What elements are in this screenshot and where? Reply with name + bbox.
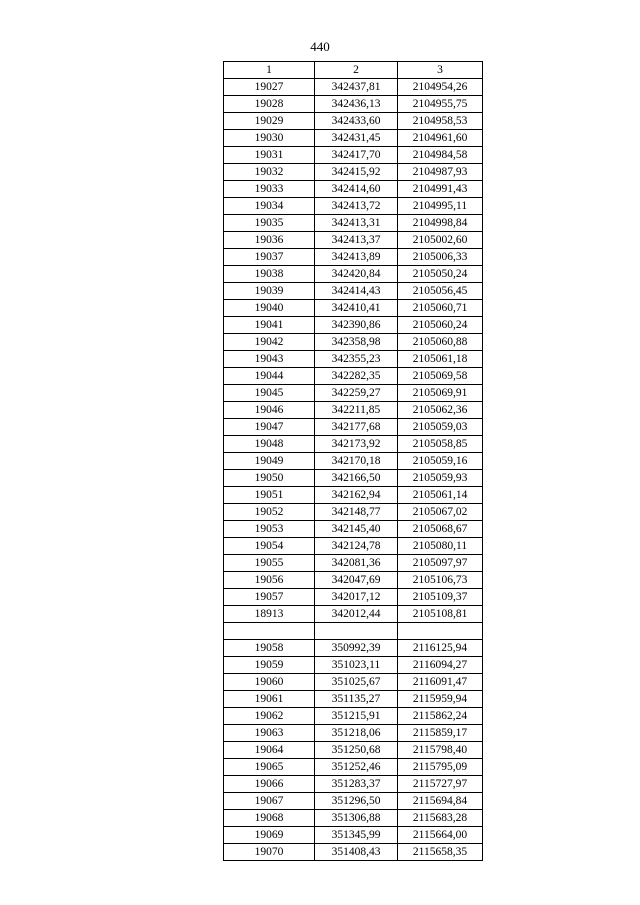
table-body <box>224 79 483 861</box>
y-coordinate-cell: 2105106,73 <box>398 572 483 589</box>
y-coordinate-cell: 2104995,11 <box>398 198 483 215</box>
y-coordinate-cell: 2105059,93 <box>398 470 483 487</box>
x-coordinate-cell: 342259,27 <box>315 385 398 402</box>
x-coordinate-cell: 342047,69 <box>315 572 398 589</box>
x-coordinate-cell: 351215,91 <box>315 708 398 725</box>
x-coordinate-cell: 342173,92 <box>315 436 398 453</box>
point-number-cell: 19062 <box>224 708 315 725</box>
point-number-cell: 19056 <box>224 572 315 589</box>
y-coordinate-cell <box>398 623 483 640</box>
header-row <box>224 62 483 79</box>
table-row <box>224 130 483 147</box>
y-coordinate-cell: 2115798,40 <box>398 742 483 759</box>
table-row <box>224 674 483 691</box>
table-row <box>224 810 483 827</box>
table-row <box>224 725 483 742</box>
y-coordinate-cell: 2105060,71 <box>398 300 483 317</box>
x-coordinate-cell: 351283,37 <box>315 776 398 793</box>
table-row <box>224 470 483 487</box>
y-coordinate-cell: 2105058,85 <box>398 436 483 453</box>
table-row <box>224 742 483 759</box>
x-coordinate-cell: 342282,35 <box>315 368 398 385</box>
table-header <box>224 62 483 79</box>
table-row <box>224 181 483 198</box>
point-number-cell: 19030 <box>224 130 315 147</box>
x-coordinate-cell: 351250,68 <box>315 742 398 759</box>
table-row <box>224 623 483 640</box>
point-number-cell: 19064 <box>224 742 315 759</box>
table-row <box>224 113 483 130</box>
y-coordinate-cell: 2105067,02 <box>398 504 483 521</box>
y-coordinate-cell: 2105056,45 <box>398 283 483 300</box>
point-number-cell: 19041 <box>224 317 315 334</box>
point-number-cell: 19058 <box>224 640 315 657</box>
point-number-cell: 19027 <box>224 79 315 96</box>
point-number-cell: 19043 <box>224 351 315 368</box>
table-row <box>224 504 483 521</box>
y-coordinate-cell: 2105061,14 <box>398 487 483 504</box>
y-coordinate-cell: 2105061,18 <box>398 351 483 368</box>
y-coordinate-cell: 2104955,75 <box>398 96 483 113</box>
table-row <box>224 198 483 215</box>
point-number-cell: 19061 <box>224 691 315 708</box>
x-coordinate-cell: 351345,99 <box>315 827 398 844</box>
x-coordinate-cell: 342017,12 <box>315 589 398 606</box>
y-coordinate-cell: 2116094,27 <box>398 657 483 674</box>
column-header-2: 2 <box>315 62 398 79</box>
table-row <box>224 606 483 623</box>
x-coordinate-cell: 351025,67 <box>315 674 398 691</box>
page-number: 440 <box>310 39 330 54</box>
point-number-cell: 19029 <box>224 113 315 130</box>
point-number-cell: 19059 <box>224 657 315 674</box>
x-coordinate-cell: 342417,70 <box>315 147 398 164</box>
point-number-cell: 19034 <box>224 198 315 215</box>
table-row <box>224 640 483 657</box>
x-coordinate-cell: 351135,27 <box>315 691 398 708</box>
point-number-cell: 19053 <box>224 521 315 538</box>
x-coordinate-cell: 350992,39 <box>315 640 398 657</box>
point-number-cell: 19070 <box>224 844 315 861</box>
x-coordinate-cell: 342414,60 <box>315 181 398 198</box>
table-row <box>224 164 483 181</box>
x-coordinate-cell: 342413,89 <box>315 249 398 266</box>
point-number-cell: 19050 <box>224 470 315 487</box>
x-coordinate-cell: 342413,37 <box>315 232 398 249</box>
column-header-3: 3 <box>398 62 483 79</box>
point-number-cell: 19049 <box>224 453 315 470</box>
table-row <box>224 266 483 283</box>
table-row <box>224 555 483 572</box>
table-row <box>224 572 483 589</box>
x-coordinate-cell: 351296,50 <box>315 793 398 810</box>
y-coordinate-cell: 2104991,43 <box>398 181 483 198</box>
point-number-cell: 19032 <box>224 164 315 181</box>
x-coordinate-cell: 342177,68 <box>315 419 398 436</box>
x-coordinate-cell: 342166,50 <box>315 470 398 487</box>
x-coordinate-cell: 342145,40 <box>315 521 398 538</box>
table-row <box>224 368 483 385</box>
table-row <box>224 249 483 266</box>
table-row <box>224 487 483 504</box>
x-coordinate-cell: 342410,41 <box>315 300 398 317</box>
x-coordinate-cell: 351306,88 <box>315 810 398 827</box>
x-coordinate-cell: 342012,44 <box>315 606 398 623</box>
y-coordinate-cell: 2104954,26 <box>398 79 483 96</box>
x-coordinate-cell: 342433,60 <box>315 113 398 130</box>
x-coordinate-cell: 342414,43 <box>315 283 398 300</box>
table-row <box>224 79 483 96</box>
y-coordinate-cell: 2105068,67 <box>398 521 483 538</box>
point-number-cell: 19038 <box>224 266 315 283</box>
table-row <box>224 232 483 249</box>
y-coordinate-cell: 2105108,81 <box>398 606 483 623</box>
table-row <box>224 215 483 232</box>
y-coordinate-cell: 2105059,16 <box>398 453 483 470</box>
x-coordinate-cell: 351252,46 <box>315 759 398 776</box>
table-row <box>224 334 483 351</box>
y-coordinate-cell: 2115862,24 <box>398 708 483 725</box>
table-row <box>224 827 483 844</box>
table-row <box>224 521 483 538</box>
x-coordinate-cell: 342358,98 <box>315 334 398 351</box>
point-number-cell: 19044 <box>224 368 315 385</box>
column-header-1: 1 <box>224 62 315 79</box>
point-number-cell: 19048 <box>224 436 315 453</box>
y-coordinate-cell: 2105060,88 <box>398 334 483 351</box>
point-number-cell: 19063 <box>224 725 315 742</box>
y-coordinate-cell: 2116125,94 <box>398 640 483 657</box>
x-coordinate-cell: 342436,13 <box>315 96 398 113</box>
x-coordinate-cell: 342390,86 <box>315 317 398 334</box>
table-row <box>224 351 483 368</box>
table-row <box>224 538 483 555</box>
x-coordinate-cell: 342211,85 <box>315 402 398 419</box>
y-coordinate-cell: 2115694,84 <box>398 793 483 810</box>
x-coordinate-cell: 342170,18 <box>315 453 398 470</box>
point-number-cell: 19069 <box>224 827 315 844</box>
x-coordinate-cell <box>315 623 398 640</box>
table-row <box>224 793 483 810</box>
y-coordinate-cell: 2104998,84 <box>398 215 483 232</box>
point-number-cell: 19057 <box>224 589 315 606</box>
y-coordinate-cell: 2115795,09 <box>398 759 483 776</box>
table-row <box>224 776 483 793</box>
y-coordinate-cell: 2105002,60 <box>398 232 483 249</box>
table-row <box>224 402 483 419</box>
x-coordinate-cell: 342431,45 <box>315 130 398 147</box>
point-number-cell: 19051 <box>224 487 315 504</box>
point-number-cell: 19047 <box>224 419 315 436</box>
table-row <box>224 759 483 776</box>
x-coordinate-cell: 351023,11 <box>315 657 398 674</box>
coordinates-table <box>223 61 483 861</box>
point-number-cell: 19039 <box>224 283 315 300</box>
x-coordinate-cell: 351408,43 <box>315 844 398 861</box>
table-row <box>224 436 483 453</box>
y-coordinate-cell: 2115859,17 <box>398 725 483 742</box>
y-coordinate-cell: 2105069,58 <box>398 368 483 385</box>
y-coordinate-cell: 2104958,53 <box>398 113 483 130</box>
x-coordinate-cell: 342355,23 <box>315 351 398 368</box>
table-row <box>224 708 483 725</box>
point-number-cell: 19033 <box>224 181 315 198</box>
x-coordinate-cell: 342081,36 <box>315 555 398 572</box>
point-number-cell: 19055 <box>224 555 315 572</box>
table-row <box>224 385 483 402</box>
y-coordinate-cell: 2116091,47 <box>398 674 483 691</box>
point-number-cell: 19036 <box>224 232 315 249</box>
y-coordinate-cell: 2105097,97 <box>398 555 483 572</box>
x-coordinate-cell: 342162,94 <box>315 487 398 504</box>
table-row <box>224 147 483 164</box>
table-row <box>224 96 483 113</box>
point-number-cell: 19042 <box>224 334 315 351</box>
table-row <box>224 657 483 674</box>
point-number-cell <box>224 623 315 640</box>
table-row <box>224 317 483 334</box>
y-coordinate-cell: 2115664,00 <box>398 827 483 844</box>
y-coordinate-cell: 2105006,33 <box>398 249 483 266</box>
x-coordinate-cell: 342124,78 <box>315 538 398 555</box>
y-coordinate-cell: 2105069,91 <box>398 385 483 402</box>
point-number-cell: 19046 <box>224 402 315 419</box>
x-coordinate-cell: 342413,31 <box>315 215 398 232</box>
x-coordinate-cell: 342413,72 <box>315 198 398 215</box>
x-coordinate-cell: 342415,92 <box>315 164 398 181</box>
x-coordinate-cell: 351218,06 <box>315 725 398 742</box>
table-row <box>224 453 483 470</box>
point-number-cell: 19068 <box>224 810 315 827</box>
y-coordinate-cell: 2104984,58 <box>398 147 483 164</box>
table-row <box>224 300 483 317</box>
table-row <box>224 589 483 606</box>
y-coordinate-cell: 2115683,28 <box>398 810 483 827</box>
y-coordinate-cell: 2115727,97 <box>398 776 483 793</box>
y-coordinate-cell: 2104987,93 <box>398 164 483 181</box>
point-number-cell: 19052 <box>224 504 315 521</box>
y-coordinate-cell: 2115959,94 <box>398 691 483 708</box>
point-number-cell: 19040 <box>224 300 315 317</box>
point-number-cell: 19066 <box>224 776 315 793</box>
y-coordinate-cell: 2105080,11 <box>398 538 483 555</box>
point-number-cell: 19067 <box>224 793 315 810</box>
x-coordinate-cell: 342437,81 <box>315 79 398 96</box>
point-number-cell: 19060 <box>224 674 315 691</box>
y-coordinate-cell: 2105109,37 <box>398 589 483 606</box>
table-row <box>224 283 483 300</box>
point-number-cell: 19045 <box>224 385 315 402</box>
table-row <box>224 419 483 436</box>
y-coordinate-cell: 2115658,35 <box>398 844 483 861</box>
y-coordinate-cell: 2105060,24 <box>398 317 483 334</box>
x-coordinate-cell: 342420,84 <box>315 266 398 283</box>
y-coordinate-cell: 2104961,60 <box>398 130 483 147</box>
x-coordinate-cell: 342148,77 <box>315 504 398 521</box>
y-coordinate-cell: 2105059,03 <box>398 419 483 436</box>
point-number-cell: 19031 <box>224 147 315 164</box>
table-row <box>224 844 483 861</box>
y-coordinate-cell: 2105062,36 <box>398 402 483 419</box>
point-number-cell: 19037 <box>224 249 315 266</box>
point-number-cell: 19035 <box>224 215 315 232</box>
y-coordinate-cell: 2105050,24 <box>398 266 483 283</box>
point-number-cell: 19028 <box>224 96 315 113</box>
point-number-cell: 19054 <box>224 538 315 555</box>
point-number-cell: 19065 <box>224 759 315 776</box>
table-row <box>224 691 483 708</box>
point-number-cell: 18913 <box>224 606 315 623</box>
